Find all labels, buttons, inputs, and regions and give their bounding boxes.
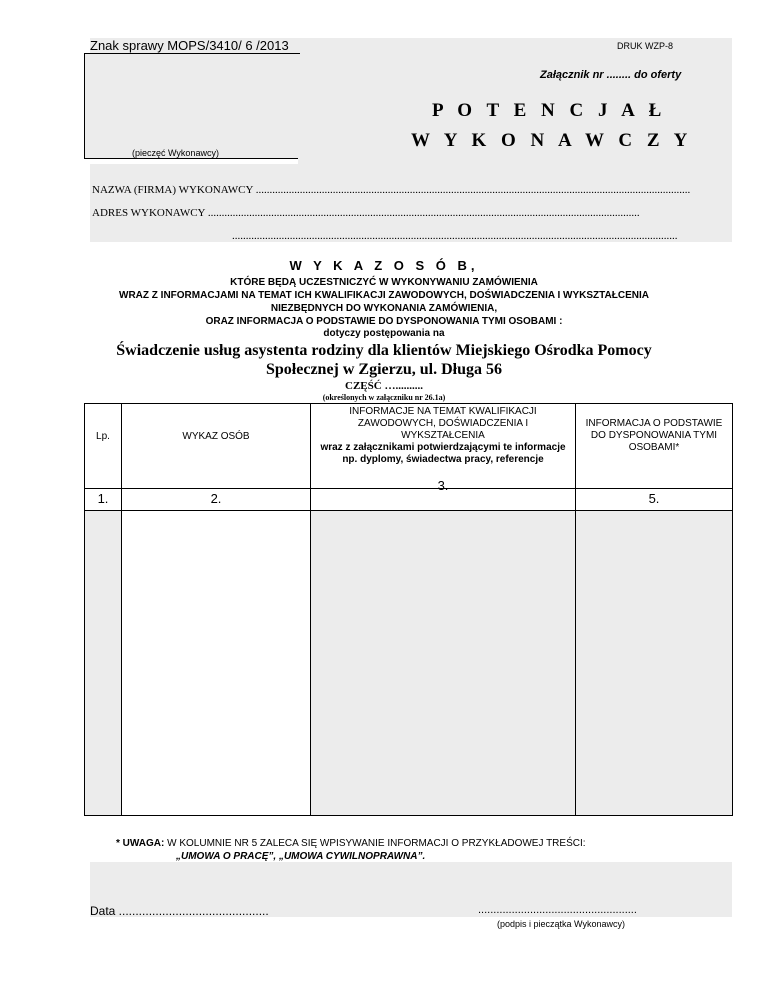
table-divider [84,510,733,511]
table-divider [121,403,122,816]
list-subtitle-line: dotyczy postępowania na [323,328,445,339]
date-field[interactable]: Data ............................................. [90,904,269,918]
column-number: 5. [648,491,660,506]
note-line [116,838,586,849]
column-header-disposal: INFORMACJA O PODSTAWIE DO DYSPONOWANIA TYMI OSOBAMI* [585,418,723,453]
contractor-stamp-box [84,53,300,159]
part-label: CZĘŚĆ ….......... [345,380,423,392]
contractor-address-field-line2[interactable]: .................................................................................................................................................................. [232,230,678,242]
form-code: DRUK WZP-8 [617,41,673,51]
list-subtitle-line: ORAZ INFORMACJA O PODSTAWIE DO DYSPONOWANIA TYMI OSOBAMI : [205,316,563,327]
page-title-line1: P O T E N C J A Ł [432,100,667,121]
signature-label: (podpis i pieczątka Wykonawcy) [497,919,625,929]
column-header-lp: Lp. [96,431,110,442]
column-number: 1. [97,491,109,506]
column-header-qualifications-text: INFORMACJE NA TEMAT KWALIFIKACJI ZAWODOWYCH, DOŚWIADCZENIA I WYKSZTAŁCENIA [349,406,537,441]
procurement-subject-line2: Społecznej w Zgierzu, ul. Długa 56 [266,361,502,378]
contractor-name-field[interactable]: NAZWA (FIRMA) WYKONAWCY .............................................................................................................................................................. [92,184,691,196]
column-header-qualifications-note: wraz z załącznikami potwierdzającymi te informacje np. dyplomy, świadectwa pracy, referencje [320,442,566,465]
list-title: W Y K A Z O S Ó B, [289,258,479,273]
procurement-subject-line1: Świadczenie usług asystenta rodziny dla klientów Miejskiego Ośrodka Pomocy [116,342,652,359]
stamp-label: (pieczęć Wykonawcy) [132,148,219,158]
part-note: (określonych w załączniku nr 26.1a) [322,393,446,402]
case-reference: Znak sprawy MOPS/3410/ 6 /2013 [90,38,289,53]
column-header-qualifications [315,406,571,466]
contractor-address-field[interactable]: ADRES WYKONAWCY ............................................................................................................................................................. [92,207,640,219]
signature-field[interactable]: .................................................... [478,904,637,916]
list-subtitle-line: KTÓRE BĘDĄ UCZESTNICZYĆ W WYKONYWANIU ZAMÓWIENIA [230,277,538,288]
column-number: 2. [210,491,222,506]
table-divider [310,403,311,816]
list-subtitle-line: WRAZ Z INFORMACJAMI NA TEMAT ICH KWALIFIKACJI ZAWODOWYCH, DOŚWIADCZENIA I WYKSZTAŁCENIA [119,290,649,301]
list-subtitle-line: NIEZBĘDNYCH DO WYKONANIA ZAMÓWIENIA, [270,303,498,314]
page-title-line2: W Y K O N A W C Z Y [411,130,693,151]
column-number: 3. [437,478,449,493]
annex-label: Załącznik nr ........ do oferty [540,69,682,81]
table-divider [575,403,576,816]
note-label: * UWAGA: [116,838,165,849]
note-example: „UMOWA O PRACĘ”, „UMOWA CYWILNOPRAWNA”. [176,851,426,862]
column-header-persons: WYKAZ OSÓB [182,431,250,442]
note-text: W KOLUMNIE NR 5 ZALECA SIĘ WPISYWANIE INFORMACJI O PRZYKŁADOWEJ TREŚCI: [164,838,586,849]
